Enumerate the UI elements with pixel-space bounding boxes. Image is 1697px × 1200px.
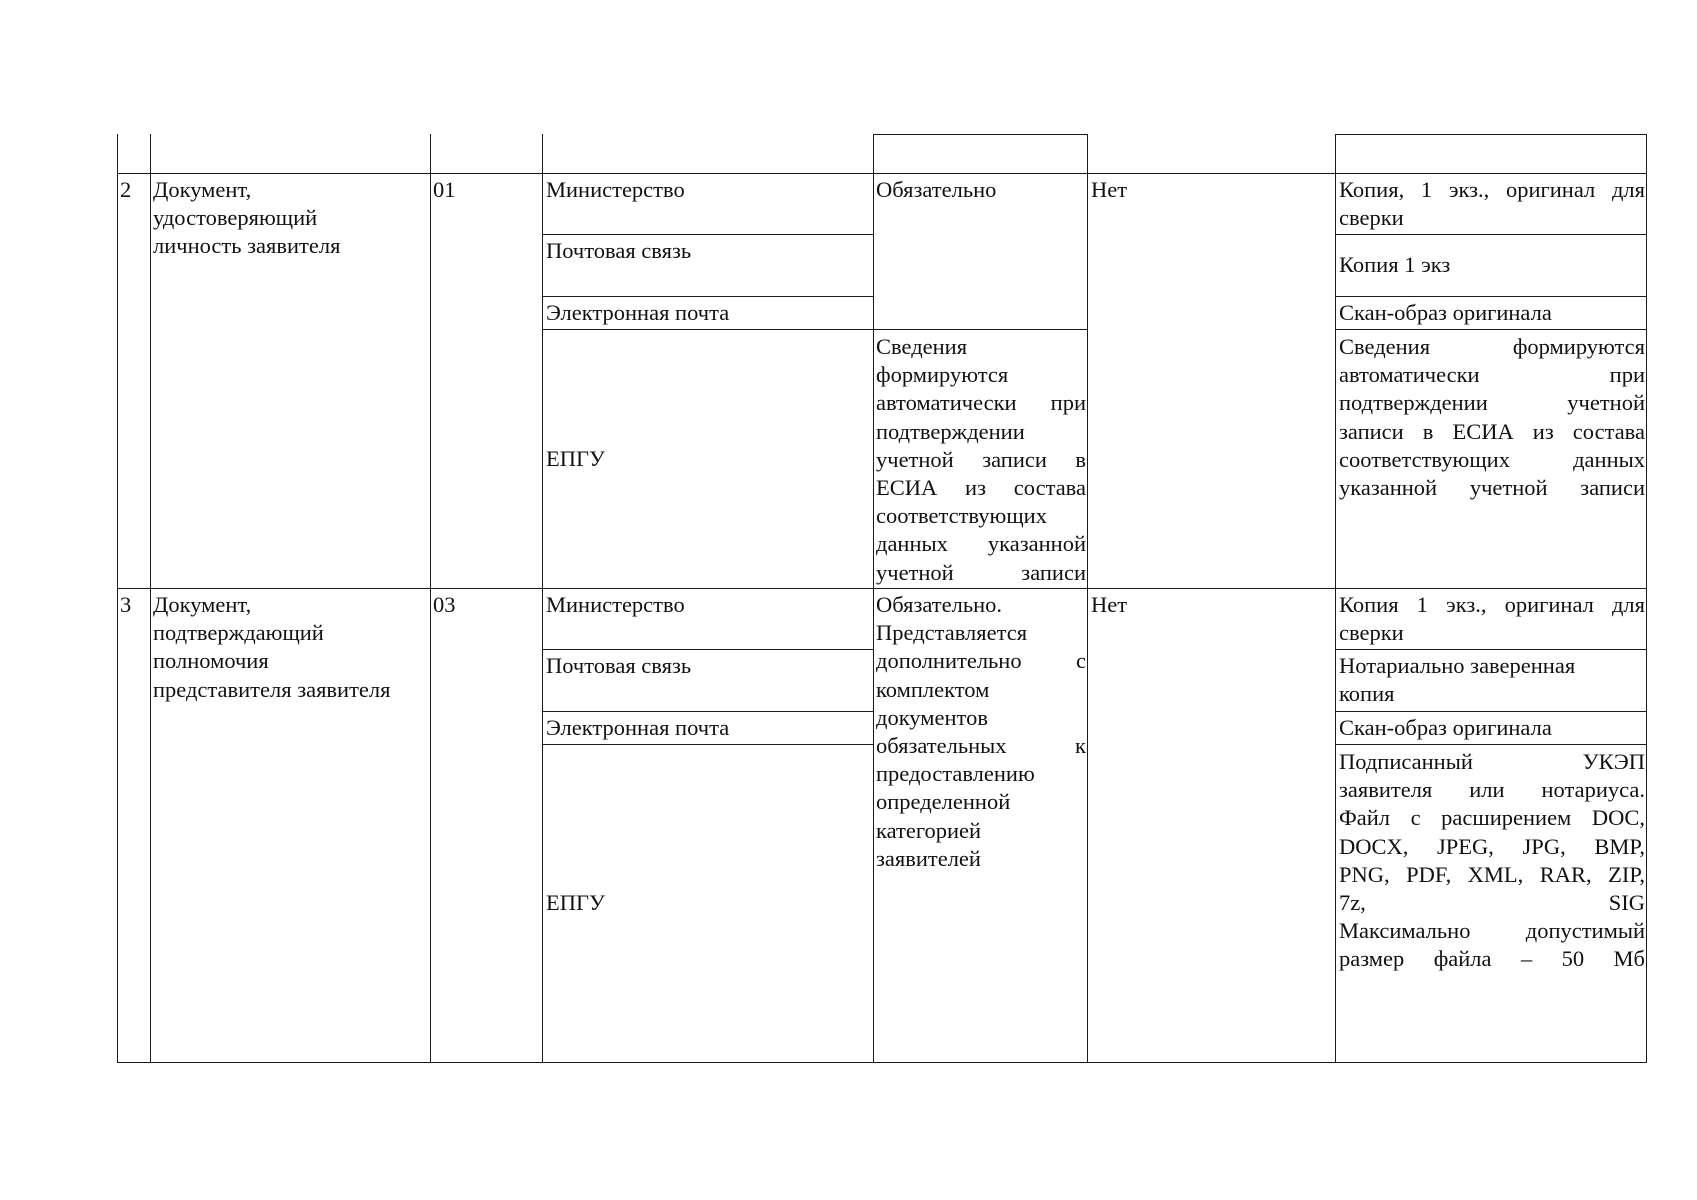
document-code: 03 [433, 592, 456, 617]
table-rule [1335, 134, 1336, 1063]
table-rule [117, 1062, 1647, 1063]
requirement-epgu: Сведения формируются автоматически при подтверждении учетной записи в ЕСИА из состава соответствующих данных указанной учетной записи [876, 334, 1086, 585]
table-rule [1336, 134, 1647, 135]
channel-post: Почтовая связь [546, 653, 692, 678]
channel-email: Электронная почта [546, 715, 730, 740]
row-number: 2 [120, 177, 132, 202]
table-rule [1336, 711, 1647, 712]
table-rule [430, 134, 431, 1063]
row-number: 3 [120, 592, 132, 617]
table-rule [117, 134, 118, 1063]
requirement: Обязательно. Представляется дополнительно с комплектом документов обязательных к предоставлению определенной категорией заявителей [876, 592, 1086, 871]
form-email: Скан-образ оригинала [1339, 300, 1552, 325]
table-rule [1087, 134, 1088, 1063]
requirement: Обязательно [876, 177, 997, 202]
document-name: Документ, подтверждающий полномочия представителя заявителя [153, 592, 391, 702]
form-post [1339, 236, 1645, 294]
form-epgu: Сведения формируются автоматически при подтверждении учетной записи в ЕСИА из состава соответствующих данных указанной учетной записи [1339, 334, 1645, 501]
form-ministry: Копия 1 экз., оригинал для сверки [1339, 592, 1645, 646]
table-rule [543, 329, 1088, 330]
channel-epgu [546, 747, 870, 1060]
table-rule [150, 134, 151, 1063]
table-rule [542, 134, 543, 1063]
table-rule [1336, 649, 1647, 650]
channel-epgu-label: ЕПГУ [546, 445, 605, 471]
table-rule [1336, 744, 1647, 745]
flag: Нет [1091, 177, 1128, 202]
channel-epgu-label: ЕПГУ [546, 890, 605, 916]
table-rule [873, 134, 874, 1063]
channel-ministry: Министерство [546, 592, 685, 617]
form-post: Нотариально заверенная копия [1339, 653, 1576, 707]
table-rule [873, 134, 1088, 135]
table-rule [543, 649, 873, 650]
table-rule [543, 744, 873, 745]
channel-epgu [546, 332, 870, 586]
table-rule [543, 711, 873, 712]
table-rule [117, 173, 1647, 174]
table-rule [1336, 296, 1647, 297]
channel-email: Электронная почта [546, 300, 730, 325]
table-rule [1646, 134, 1647, 1063]
table-rule [543, 296, 873, 297]
form-epgu: Подписанный УКЭП заявителя или нотариуса. Файл с расширением DOC, DOCX, JPEG, JPG, BMP, PNG, PDF, XML, RAR, ZIP, 7z, SIG Максимально допустимый размер файла – 50 Мб [1339, 749, 1645, 972]
document-name: Документ, удостоверяющий личность заявителя [153, 177, 341, 259]
form-email: Скан-образ оригинала [1339, 715, 1552, 740]
channel-post: Почтовая связь [546, 238, 692, 263]
document-code: 01 [433, 177, 456, 202]
table-rule [1336, 329, 1647, 330]
form-post-label: Копия 1 экз [1339, 251, 1451, 277]
flag: Нет [1091, 592, 1128, 617]
form-ministry: Копия, 1 экз., оригинал для сверки [1339, 177, 1645, 231]
table-rule [543, 234, 873, 235]
table-rule [117, 588, 1647, 589]
channel-ministry: Министерство [546, 177, 685, 202]
